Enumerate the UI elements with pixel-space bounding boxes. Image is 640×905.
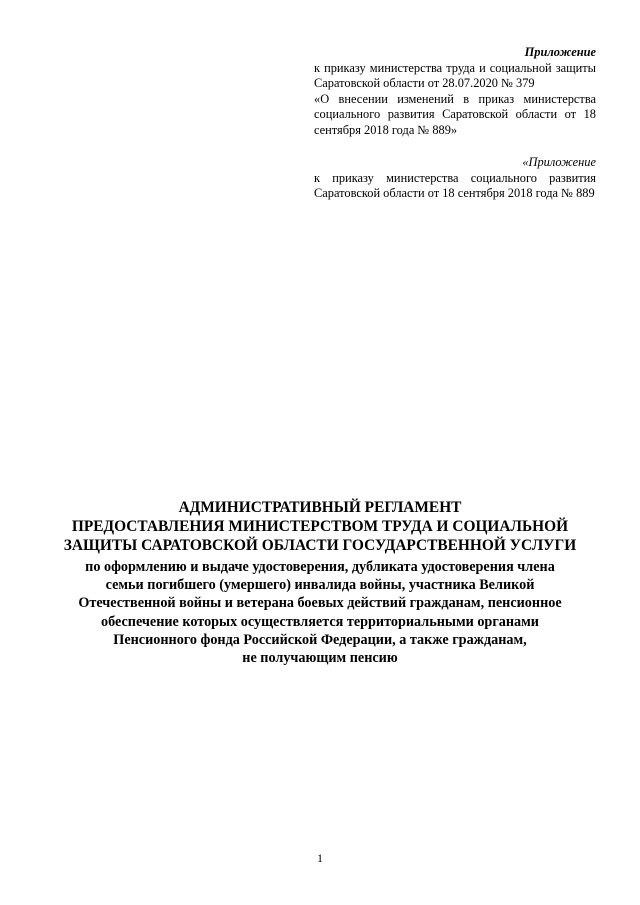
document-subtitle-line: семьи погибшего (умершего) инвалида войны, участника Великой (105, 577, 535, 594)
document-title (40, 498, 600, 555)
appendix-current-amendment-line: «О внесении изменений в приказ министерства социального развития Саратовской области от 18 сентября 2018 года № 889» (314, 91, 596, 137)
appendix-original-text: к приказу министерства социального развития Саратовской области от 18 сентября 2018 года № 889 (314, 170, 596, 201)
appendix-current-heading: Приложение (524, 45, 596, 59)
appendix-current (314, 45, 596, 139)
document-title-block (40, 498, 600, 667)
appendix-current-order-line: к приказу министерства труда и социальной защиты Саратовской области от 28.07.2020 № 379 (314, 60, 596, 91)
document-subtitle-line: обеспечение которых осуществляется территориальными органами (101, 613, 539, 630)
appendix-original (314, 155, 596, 202)
document-subtitle-line: Пенсионного фонда Российской Федерации, а также гражданам, (113, 631, 527, 648)
document-title-line: АДМИНИСТРАТИВНЫЙ РЕГЛАМЕНТ (178, 499, 462, 516)
appendix-original-heading: «Приложение (522, 155, 596, 169)
document-title-line: ЗАЩИТЫ САРАТОВСКОЙ ОБЛАСТИ ГОСУДАРСТВЕННОЙ УСЛУГИ (63, 537, 577, 554)
page-number: 1 (317, 851, 323, 865)
document-title-line: ПРЕДОСТАВЛЕНИЯ МИНИСТЕРСТВОМ ТРУДА И СОЦИАЛЬНОЙ (71, 518, 569, 535)
document-subtitle-line: не получающим пенсию (242, 650, 398, 667)
document-subtitle (40, 558, 600, 667)
document-subtitle-line: по оформлению и выдаче удостоверения, дубликата удостоверения члена (85, 559, 555, 575)
document-subtitle-line: Отечественной войны и ветерана боевых действий гражданам, пенсионное (78, 595, 562, 612)
